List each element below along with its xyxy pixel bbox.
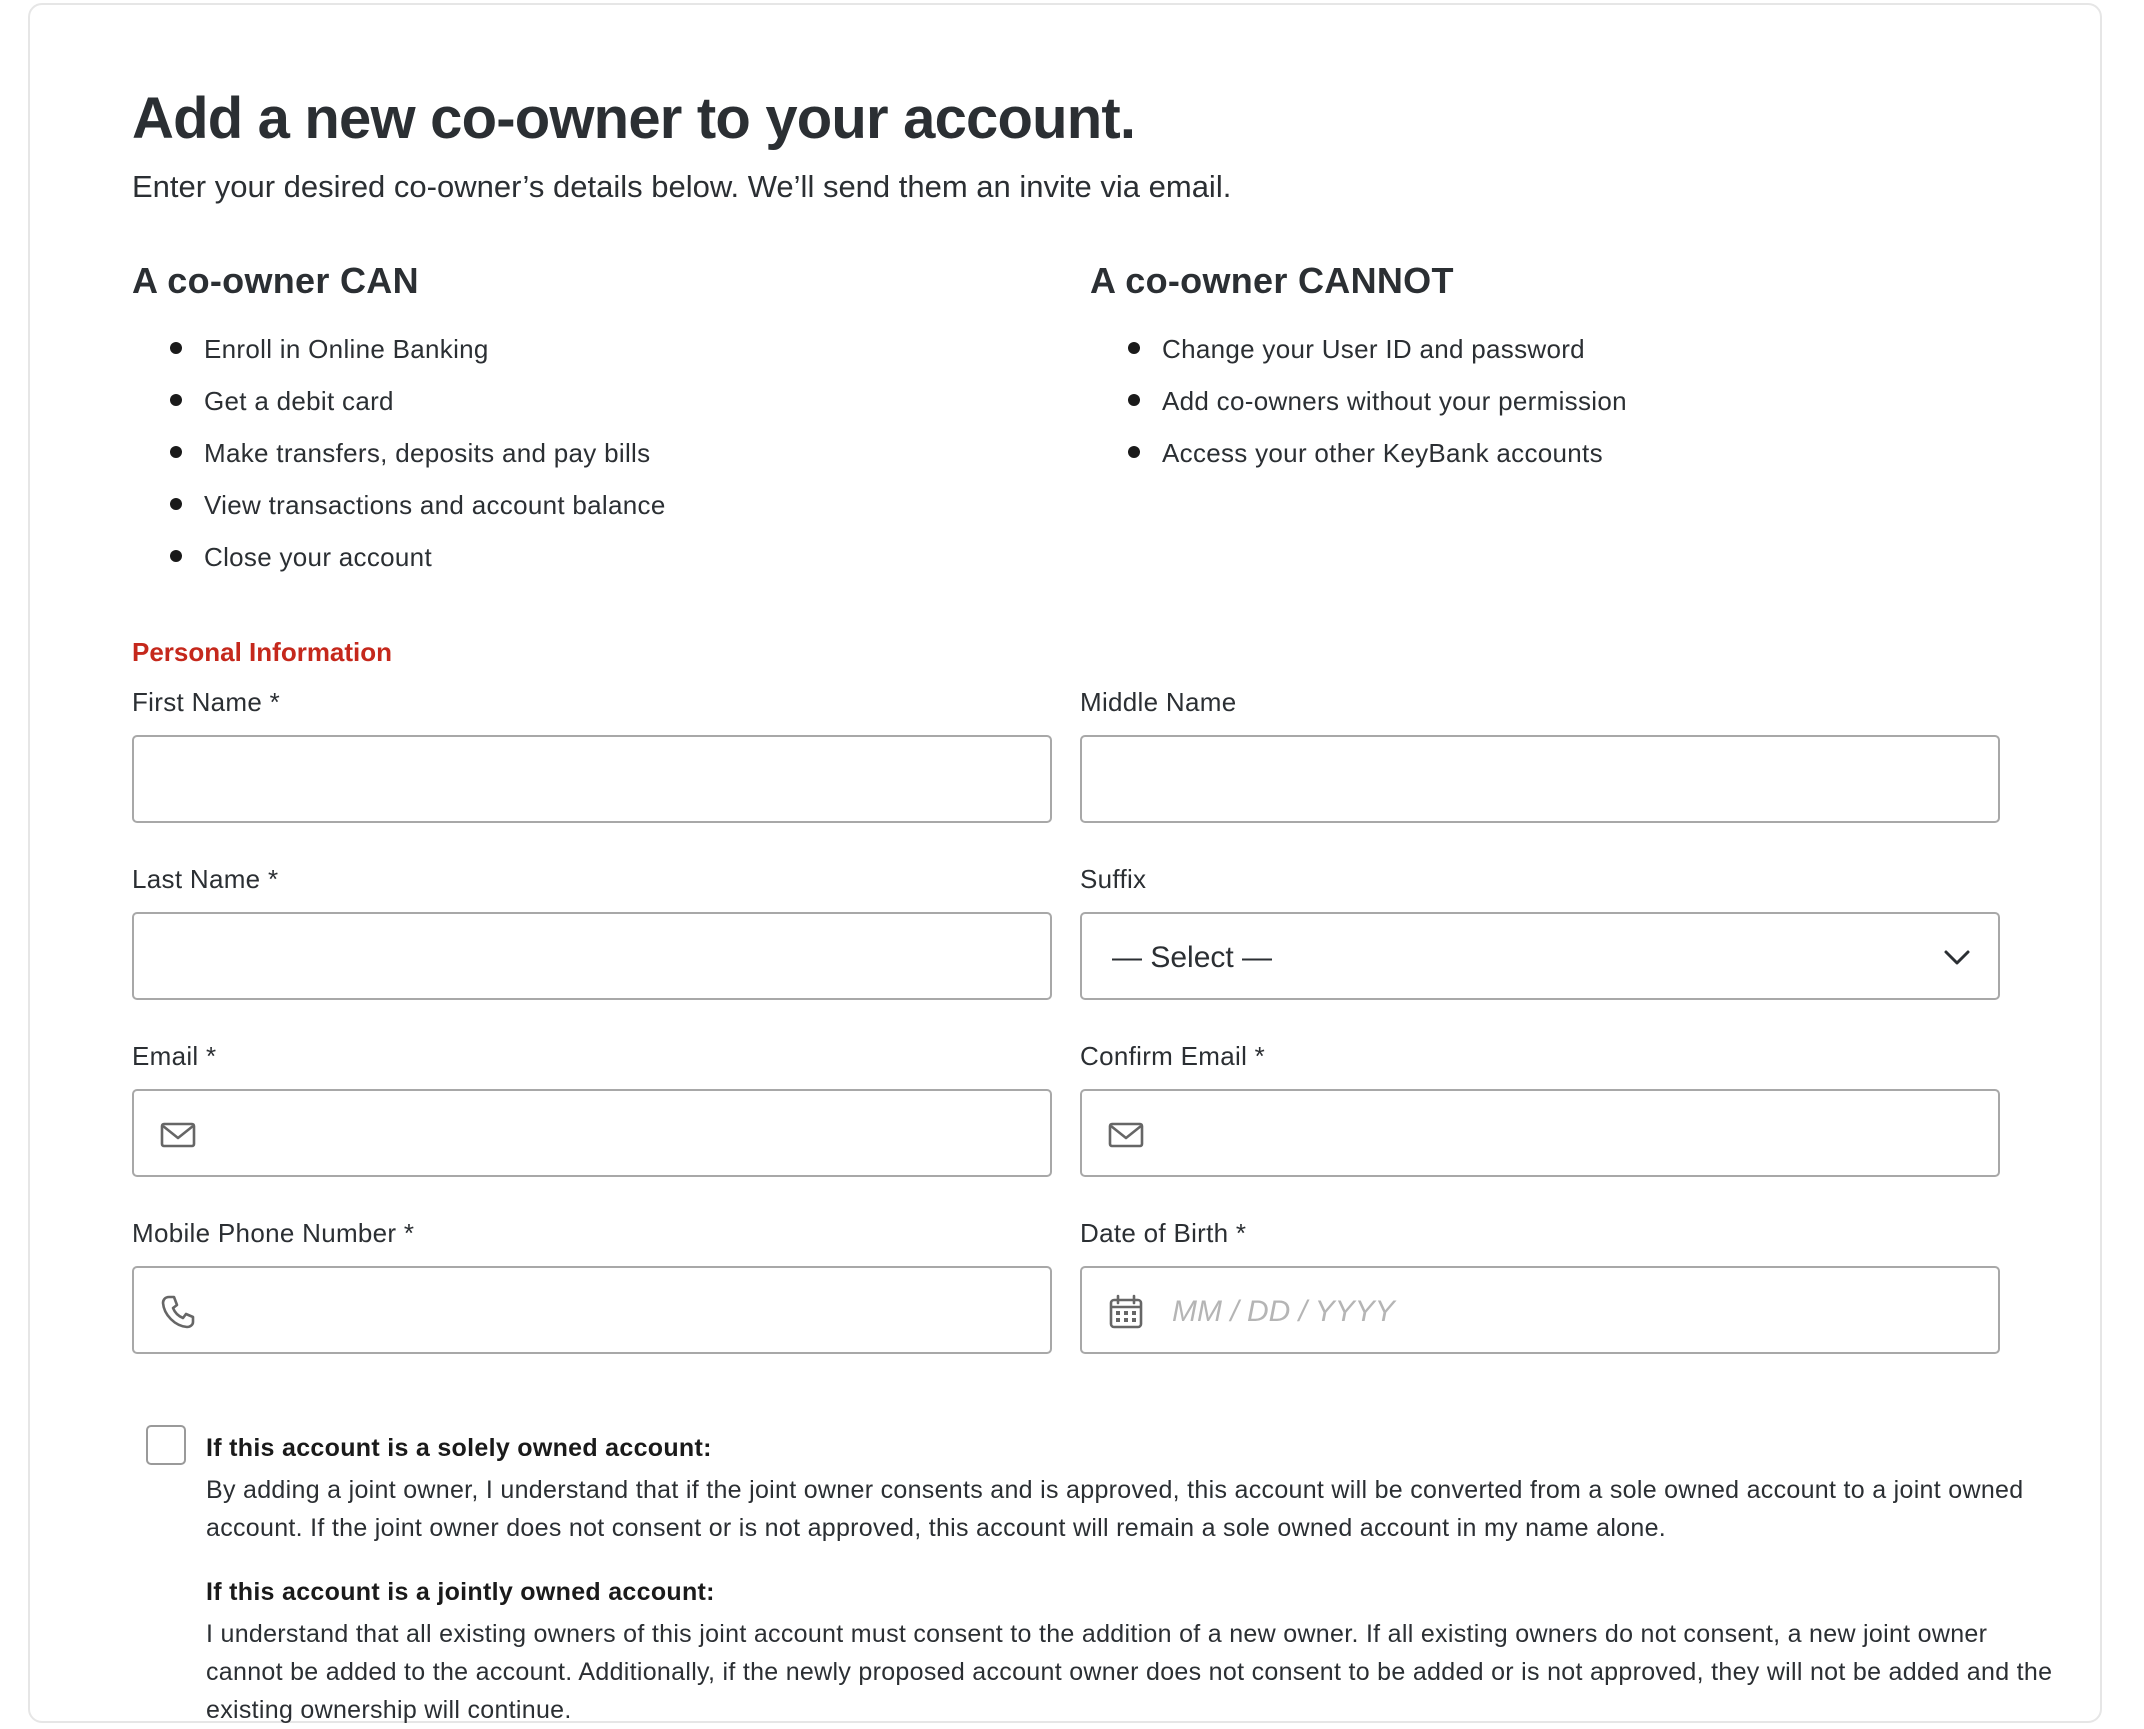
cannot-heading: A co-owner CANNOT <box>1090 260 1454 301</box>
list-item <box>1090 334 1990 386</box>
list-item-label: Close your account <box>204 542 432 572</box>
bullet-icon <box>170 550 182 562</box>
form-card <box>28 3 2102 1723</box>
cannot-column <box>1090 260 1990 490</box>
list-item-label: Enroll in Online Banking <box>204 334 489 364</box>
list-item <box>132 490 1032 542</box>
mail-icon <box>160 1117 196 1153</box>
list-item-label: Access your other KeyBank accounts <box>1162 438 1603 468</box>
list-item <box>132 542 1032 594</box>
email-input[interactable] <box>132 1089 1052 1177</box>
bullet-icon <box>170 498 182 510</box>
suffix-selected-value: — Select — <box>1112 941 1273 974</box>
suffix-field <box>1080 864 2000 974</box>
joint-owned-block <box>206 1577 2062 1729</box>
mobile-phone-label: Mobile Phone Number * <box>132 1218 415 1248</box>
page-subtitle: Enter your desired co-owner’s details below. We’ll send them an invite via email. <box>132 169 1232 204</box>
first-name-field <box>132 687 1052 717</box>
sole-owned-block <box>206 1433 2062 1547</box>
list-item <box>132 438 1032 490</box>
joint-owned-heading: If this account is a jointly owned account: <box>206 1578 715 1606</box>
list-item-label: Get a debit card <box>204 386 394 416</box>
last-name-input[interactable] <box>132 912 1052 1000</box>
chevron-down-icon <box>1942 944 1972 970</box>
date-of-birth-placeholder: MM / DD / YYYY <box>1172 1295 1395 1328</box>
list-item-label: View transactions and account balance <box>204 490 666 520</box>
list-item-label: Change your User ID and password <box>1162 334 1585 364</box>
date-of-birth-field <box>1080 1218 2000 1328</box>
joint-owned-text: I understand that all existing owners of this joint account must consent to the addition of a new owner. If all existing owners do not consent, a new joint owner cannot be added to the account. Additionally, if the newly proposed account owner does not consent to be added or is not approved, they will not be added and the existing ownership will continue. <box>206 1620 2053 1724</box>
bullet-icon <box>1128 342 1140 354</box>
confirm-email-field <box>1080 1041 2000 1071</box>
confirm-email-label: Confirm Email * <box>1080 1041 1266 1071</box>
middle-name-field <box>1080 687 2000 717</box>
page-title: Add a new co-owner to your account. <box>132 86 1136 151</box>
date-of-birth-input[interactable] <box>1080 1266 2000 1354</box>
last-name-field <box>132 864 1052 894</box>
sole-owned-text: By adding a joint owner, I understand that if the joint owner consents and is approved, this account will be converted from a sole owned account to a joint owned account. If the joint owner does not consent or is not approved, this account will remain a sole owned account in my name alone. <box>206 1476 2024 1542</box>
suffix-select[interactable] <box>1080 912 2000 1000</box>
email-label: Email * <box>132 1041 217 1071</box>
last-name-label: Last Name * <box>132 864 279 894</box>
first-name-input[interactable] <box>132 735 1052 823</box>
bullet-icon <box>1128 446 1140 458</box>
mobile-phone-field <box>132 1218 1052 1248</box>
middle-name-input[interactable] <box>1080 735 2000 823</box>
confirm-email-input[interactable] <box>1080 1089 2000 1177</box>
bullet-icon <box>170 342 182 354</box>
can-column <box>132 260 1032 594</box>
list-item <box>132 334 1032 386</box>
mobile-phone-input[interactable] <box>132 1266 1052 1354</box>
phone-icon <box>160 1294 196 1330</box>
consent-checkbox[interactable] <box>146 1425 186 1465</box>
email-field <box>132 1041 1052 1071</box>
cannot-list <box>1090 334 1990 490</box>
can-heading: A co-owner CAN <box>132 260 419 301</box>
can-list <box>132 334 1032 594</box>
first-name-label: First Name * <box>132 687 281 717</box>
date-of-birth-label: Date of Birth * <box>1080 1218 1247 1248</box>
middle-name-label: Middle Name <box>1080 687 1237 717</box>
bullet-icon <box>1128 394 1140 406</box>
list-item-label: Make transfers, deposits and pay bills <box>204 438 651 468</box>
sole-owned-heading: If this account is a solely owned account: <box>206 1434 712 1462</box>
list-item-label: Add co-owners without your permission <box>1162 386 1627 416</box>
list-item <box>1090 386 1990 438</box>
list-item <box>1090 438 1990 490</box>
personal-information-heading: Personal Information <box>132 637 393 667</box>
calendar-icon <box>1108 1294 1144 1330</box>
suffix-label: Suffix <box>1080 864 1147 894</box>
bullet-icon <box>170 394 182 406</box>
mail-icon <box>1108 1117 1144 1153</box>
bullet-icon <box>170 446 182 458</box>
list-item <box>132 386 1032 438</box>
